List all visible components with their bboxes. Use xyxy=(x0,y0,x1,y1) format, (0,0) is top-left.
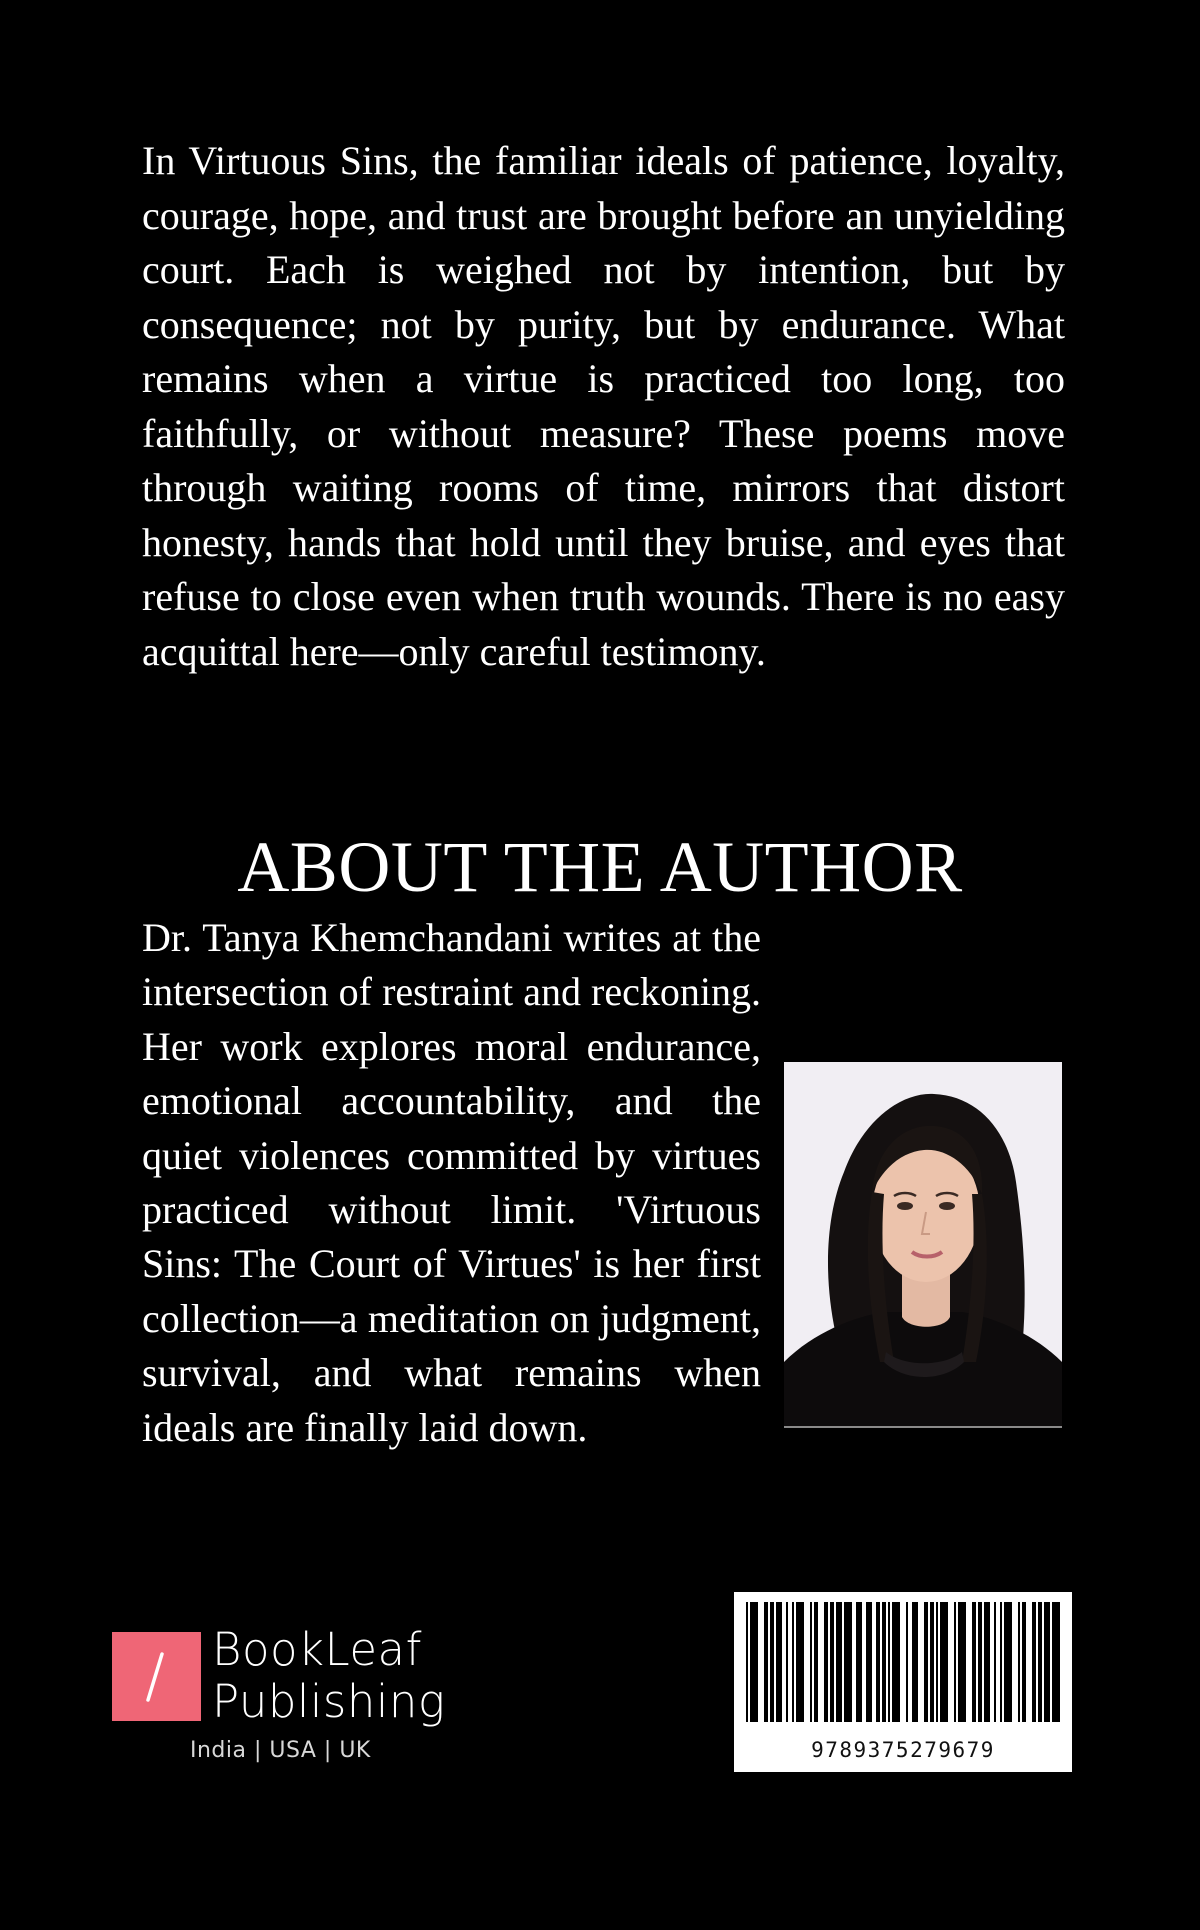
barcode-bar xyxy=(824,1602,828,1722)
book-blurb: In Virtuous Sins, the familiar ideals of patience, loyalty, courage, hope, and trust are brought before an unyielding court. Each is weighed not by intention, but by consequence; not by purity, but by endurance. What remains when a virtue is practiced too long, too faithfully, or without measure? These poems move through waiting rooms of time, mirrors that distort honesty, hands that hold until they bruise, and eyes that refuse to close even when truth wounds. There is no easy acquittal here—only careful testimony. xyxy=(142,138,1065,674)
barcode-bar xyxy=(958,1602,966,1722)
barcode-bar xyxy=(776,1602,782,1722)
publisher-name-line2: Publishing xyxy=(212,1675,446,1728)
barcode-bar xyxy=(792,1602,794,1722)
barcode-bar xyxy=(1018,1602,1020,1722)
barcode-bar xyxy=(940,1602,948,1722)
barcode-bar xyxy=(924,1602,928,1722)
barcode-bar xyxy=(856,1602,862,1722)
barcode-bar xyxy=(882,1602,886,1722)
barcode-bar xyxy=(1032,1602,1036,1722)
barcode-bar xyxy=(1022,1602,1026,1722)
barcode-bar xyxy=(770,1602,774,1722)
barcode-bar xyxy=(888,1602,890,1722)
barcode-bar xyxy=(764,1602,768,1722)
isbn-number: 9789375279679 xyxy=(811,1738,995,1762)
barcode-bar xyxy=(954,1602,956,1722)
barcode-bar xyxy=(1044,1602,1050,1722)
barcode-bar xyxy=(810,1602,812,1722)
barcode-bar xyxy=(786,1602,788,1722)
barcode-bar xyxy=(912,1602,918,1722)
barcode-bar xyxy=(978,1602,982,1722)
publisher-regions: India | USA | UK xyxy=(190,1738,371,1763)
photo-underline xyxy=(784,1426,1062,1428)
isbn-barcode xyxy=(734,1592,1072,1772)
barcode-bars xyxy=(734,1592,1072,1732)
barcode-bar xyxy=(866,1602,872,1722)
author-portrait-image xyxy=(784,1062,1062,1427)
barcode-bar xyxy=(906,1602,908,1722)
publisher-logo xyxy=(112,1623,446,1772)
barcode-bar xyxy=(994,1602,996,1722)
barcode-bar xyxy=(844,1602,852,1722)
barcode-bar xyxy=(892,1602,900,1722)
barcode-bar xyxy=(830,1602,834,1722)
about-author-heading: ABOUT THE AUTHOR xyxy=(237,827,963,907)
slash-logo-icon xyxy=(112,1632,201,1721)
barcode-bar xyxy=(972,1602,976,1722)
barcode-bar xyxy=(1000,1602,1002,1722)
barcode-bar xyxy=(936,1602,938,1722)
barcode-bar xyxy=(1038,1602,1042,1722)
barcode-bar xyxy=(814,1602,818,1722)
barcode-bar xyxy=(1004,1602,1012,1722)
barcode-bar xyxy=(876,1602,880,1722)
barcode-bar xyxy=(984,1602,990,1722)
barcode-bar xyxy=(836,1602,842,1722)
author-bio: Dr. Tanya Khemchandani writes at the intersection of restraint and reckoning. Her work explores moral endurance, emotional accountability, and the quiet violences committed by virtues practiced without limit. 'Virtuous Sins: The Court of Virtues' is her first collection—a meditation on judgment, survival, and what remains when ideals are finally laid down. xyxy=(142,915,761,1450)
barcode-bar xyxy=(1052,1602,1060,1722)
barcode-bar xyxy=(796,1602,804,1722)
publisher-name xyxy=(212,1624,445,1728)
barcode-bar xyxy=(930,1602,934,1722)
author-photo xyxy=(784,1062,1062,1427)
publisher-name-line1: BookLeaf xyxy=(212,1623,422,1676)
barcode-bar xyxy=(750,1602,758,1722)
barcode-bar xyxy=(746,1602,748,1722)
